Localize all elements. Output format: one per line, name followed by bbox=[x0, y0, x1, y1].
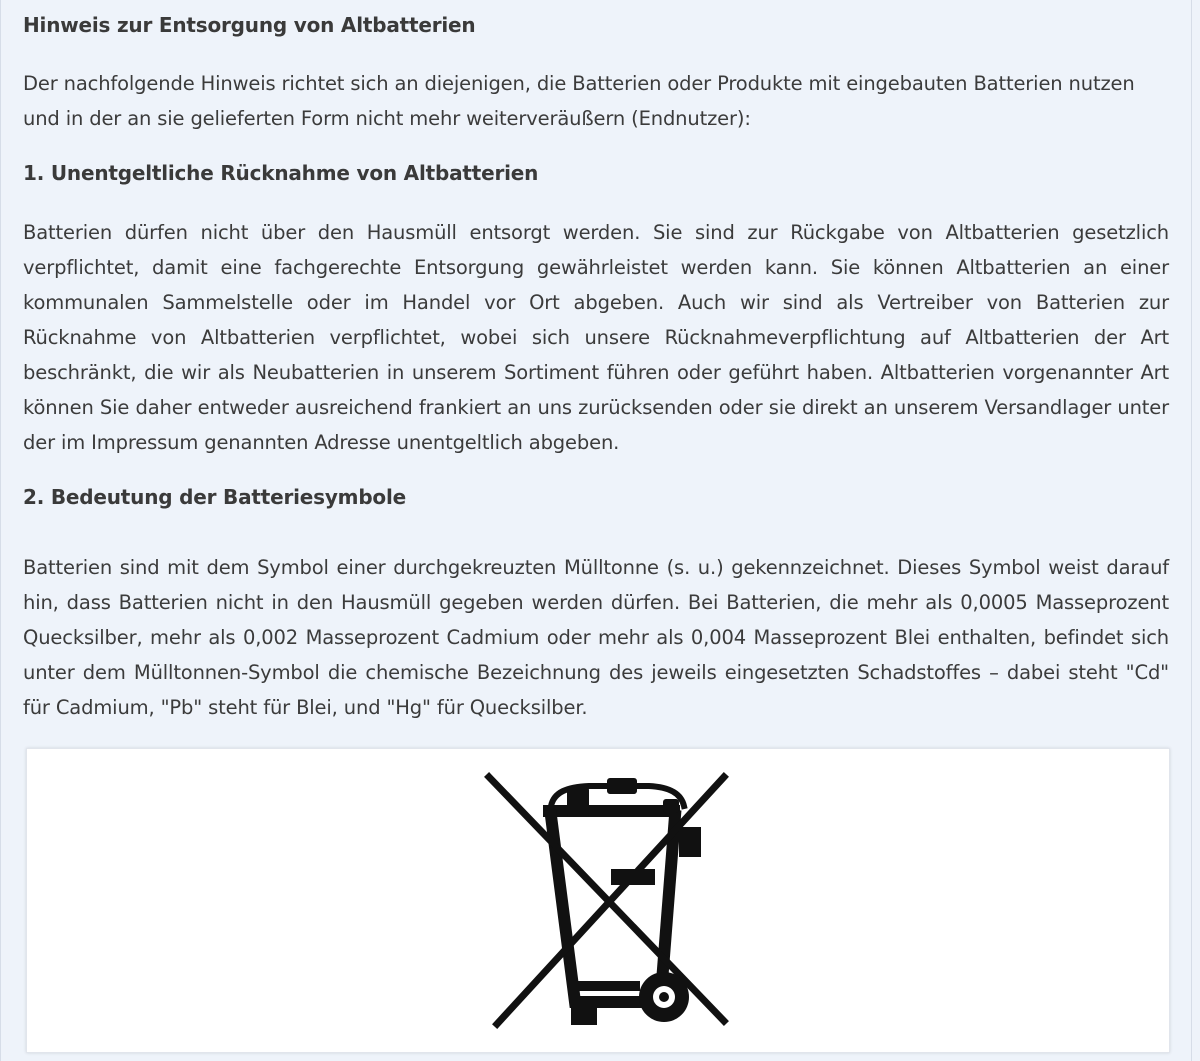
section-text-symbols: Batterien sind mit dem Symbol einer durchgekreuzten Mülltonne (s. u.) gekennzeichnet. Dieses Symbol weist darauf hin, dass Batterien nicht in den Hausmüll gegeben werden dürfen. Bei Batterien, die mehr als 0,0005 Masseprozent Quecksilber, mehr als 0,002 Masseprozent Cadmium oder mehr als 0,004 Masseprozent Blei enthalten, befindet sich unter dem Mülltonnen-Symbol die chemische Bezeichnung des jeweils eingesetzten Schadstoffes – dabei steht "Cd" für Cadmium, "Pb" steht für Blei, und "Hg" für Quecksilber. bbox=[23, 556, 1169, 719]
crossed-out-wheelie-bin-icon bbox=[459, 759, 739, 1039]
section-text-return: Batterien dürfen nicht über den Hausmüll entsorgt werden. Sie sind zur Rückgabe von Altbatterien gesetzlich verpflichtet, damit eine fachgerechte Entsorgung gewährleistet werden kann. Sie können Altbatterien an einer kommunalen Sammelstelle oder im Handel vor Ort abgeben. Auch wir sind als Vertreiber von Batterien zur Rücknahme von Altbatterien verpflichtet, wobei sich unsere Rücknahmeverpflichtung auf Altbatterien der Art beschränkt, die wir als Neubatterien in unserem Sortiment führen oder geführt haben. Altbatterien vorgenannter Art können Sie daher entweder ausreichend frankiert an uns zurücksenden oder sie direkt an unserem Versandlager unter der im Impressum genannten Adresse unentgeltlich abgeben. bbox=[23, 221, 1169, 454]
battery-symbol-box bbox=[26, 748, 1170, 1053]
section-heading-return: 1. Unentgeltliche Rücknahme von Altbatterien bbox=[23, 161, 539, 185]
section-heading-symbols: 2. Bedeutung der Batteriesymbole bbox=[23, 485, 406, 509]
notice-intro: Der nachfolgende Hinweis richtet sich an diejenigen, die Batterien oder Produkte mit eingebauten Batterien nutzen und in der an sie gelieferten Form nicht mehr weiterveräußern (Endnutzer): bbox=[23, 72, 1135, 130]
notice-title: Hinweis zur Entsorgung von Altbatterien bbox=[23, 13, 476, 37]
